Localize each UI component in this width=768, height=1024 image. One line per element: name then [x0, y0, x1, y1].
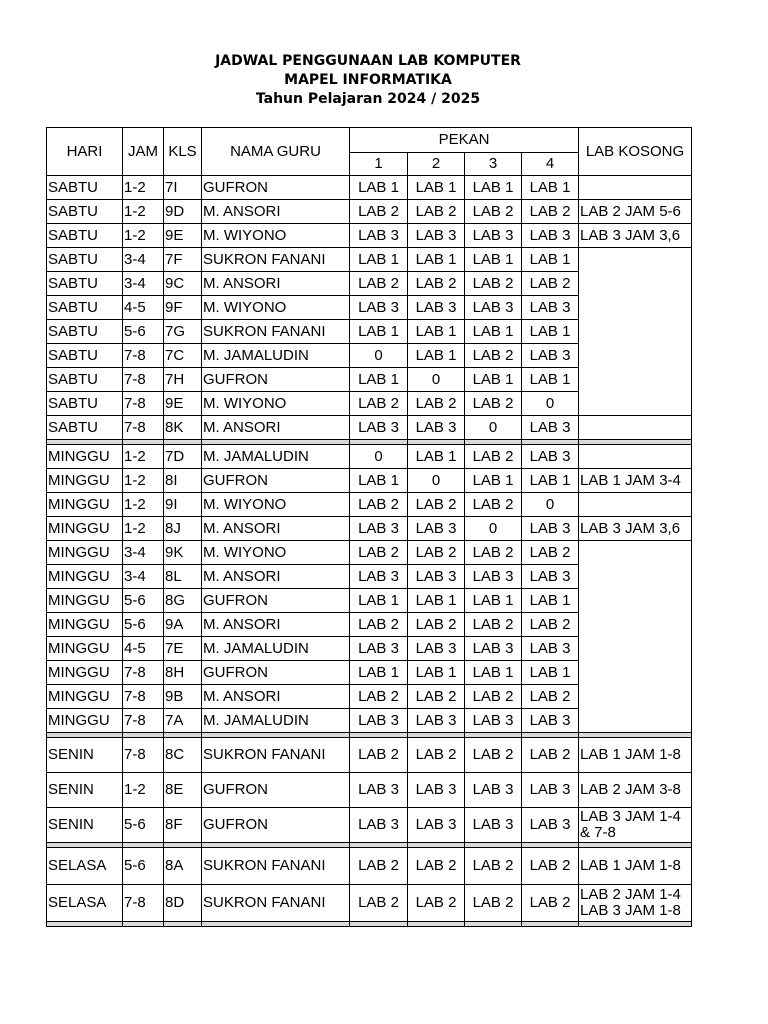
cell-week-2: LAB 2	[408, 885, 465, 922]
cell-lab-kosong	[579, 808, 692, 843]
cell-week-2: LAB 3	[408, 224, 465, 248]
cell-week-1: LAB 2	[350, 685, 408, 709]
cell-week-1: LAB 2	[350, 613, 408, 637]
header-week-1: 1	[350, 153, 408, 176]
cell-week-3: LAB 2	[465, 885, 522, 922]
cell-week-3: LAB 3	[465, 709, 522, 733]
cell-hari: MINGGU	[47, 613, 123, 637]
section-separator	[47, 922, 692, 927]
cell-guru: M. ANSORI	[202, 685, 350, 709]
cell-week-1: LAB 2	[350, 392, 408, 416]
cell-lab-kosong: LAB 2 JAM 5-6	[579, 200, 692, 224]
cell-guru: M. ANSORI	[202, 517, 350, 541]
cell-lab-kosong	[579, 445, 692, 469]
cell-week-4: LAB 1	[522, 176, 579, 200]
cell-jam: 7-8	[123, 392, 164, 416]
table-row	[47, 176, 692, 200]
cell-week-1: LAB 3	[350, 637, 408, 661]
cell-jam: 5-6	[123, 589, 164, 613]
cell-hari: MINGGU	[47, 517, 123, 541]
schedule-table	[46, 127, 692, 927]
cell-week-2: LAB 1	[408, 445, 465, 469]
table-row	[47, 738, 692, 773]
cell-week-1: LAB 1	[350, 661, 408, 685]
cell-week-1: LAB 1	[350, 248, 408, 272]
cell-week-3: LAB 2	[465, 738, 522, 773]
cell-kls: 8I	[164, 469, 202, 493]
cell-week-1: LAB 3	[350, 565, 408, 589]
table-row	[47, 773, 692, 808]
cell-jam: 1-2	[123, 493, 164, 517]
cell-week-3: 0	[465, 517, 522, 541]
cell-jam: 5-6	[123, 320, 164, 344]
cell-lab-kosong: LAB 3 JAM 3,6	[579, 224, 692, 248]
cell-week-2: LAB 2	[408, 848, 465, 885]
cell-jam: 7-8	[123, 709, 164, 733]
table-row	[47, 517, 692, 541]
cell-week-2: LAB 2	[408, 493, 465, 517]
cell-kls: 7C	[164, 344, 202, 368]
cell-kls: 8H	[164, 661, 202, 685]
cell-jam: 1-2	[123, 200, 164, 224]
cell-hari: SENIN	[47, 773, 123, 808]
cell-week-4: LAB 1	[522, 589, 579, 613]
cell-hari: SELASA	[47, 848, 123, 885]
cell-hari: MINGGU	[47, 493, 123, 517]
cell-week-4: 0	[522, 392, 579, 416]
cell-week-4: LAB 2	[522, 272, 579, 296]
cell-week-4: LAB 2	[522, 613, 579, 637]
cell-week-1: LAB 1	[350, 320, 408, 344]
cell-week-2: LAB 2	[408, 272, 465, 296]
cell-guru: GUFRON	[202, 368, 350, 392]
cell-lab-kosong-merged	[579, 248, 692, 416]
title-line-1: JADWAL PENGGUNAAN LAB KOMPUTER	[215, 53, 521, 69]
cell-kls: 7D	[164, 445, 202, 469]
cell-kls: 9E	[164, 224, 202, 248]
cell-lab-kosong	[579, 848, 692, 885]
cell-week-1: LAB 3	[350, 517, 408, 541]
cell-week-2: LAB 3	[408, 296, 465, 320]
cell-hari: SABTU	[47, 224, 123, 248]
header-week-3: 3	[465, 153, 522, 176]
table-row	[47, 885, 692, 922]
cell-jam: 7-8	[123, 416, 164, 440]
cell-week-3: LAB 2	[465, 613, 522, 637]
cell-week-4: 0	[522, 493, 579, 517]
cell-jam: 1-2	[123, 773, 164, 808]
cell-week-2: LAB 1	[408, 176, 465, 200]
cell-guru: GUFRON	[202, 176, 350, 200]
cell-hari: MINGGU	[47, 685, 123, 709]
cell-week-4: LAB 2	[522, 200, 579, 224]
cell-week-2: LAB 3	[408, 808, 465, 843]
header-kls: KLS	[164, 128, 202, 176]
cell-week-1: LAB 3	[350, 224, 408, 248]
cell-guru: SUKRON FANANI	[202, 738, 350, 773]
cell-week-4: LAB 2	[522, 885, 579, 922]
cell-week-4: LAB 3	[522, 224, 579, 248]
cell-week-2: LAB 3	[408, 416, 465, 440]
cell-kls: 8E	[164, 773, 202, 808]
lab-kosong-line-1: LAB 1 JAM 1-8	[580, 857, 681, 874]
cell-guru: SUKRON FANANI	[202, 248, 350, 272]
cell-jam: 3-4	[123, 541, 164, 565]
cell-guru: GUFRON	[202, 661, 350, 685]
table-row	[47, 469, 692, 493]
cell-week-1: LAB 3	[350, 709, 408, 733]
cell-guru: M. ANSORI	[202, 565, 350, 589]
cell-week-4: LAB 3	[522, 565, 579, 589]
cell-jam: 7-8	[123, 685, 164, 709]
cell-week-4: LAB 3	[522, 637, 579, 661]
cell-week-4: LAB 1	[522, 320, 579, 344]
cell-week-1: LAB 2	[350, 493, 408, 517]
cell-jam: 7-8	[123, 368, 164, 392]
cell-lab-kosong	[579, 885, 692, 922]
cell-week-1: LAB 3	[350, 808, 408, 843]
cell-kls: 8L	[164, 565, 202, 589]
cell-hari: MINGGU	[47, 709, 123, 733]
cell-week-3: LAB 1	[465, 176, 522, 200]
cell-guru: M. ANSORI	[202, 416, 350, 440]
header-lab-kosong: LAB KOSONG	[579, 128, 692, 176]
cell-hari: SABTU	[47, 248, 123, 272]
cell-kls: 9K	[164, 541, 202, 565]
cell-kls: 7E	[164, 637, 202, 661]
lab-kosong-line-2: LAB 3 JAM 1-8	[580, 902, 681, 919]
cell-guru: M. JAMALUDIN	[202, 344, 350, 368]
cell-kls: 9D	[164, 200, 202, 224]
cell-jam: 5-6	[123, 808, 164, 843]
cell-hari: SABTU	[47, 368, 123, 392]
cell-week-3: LAB 3	[465, 565, 522, 589]
header-week-4: 4	[522, 153, 579, 176]
cell-week-3: LAB 2	[465, 541, 522, 565]
cell-hari: SENIN	[47, 808, 123, 843]
cell-lab-kosong	[579, 773, 692, 808]
cell-lab-kosong	[579, 416, 692, 440]
cell-guru: M. WIYONO	[202, 541, 350, 565]
cell-week-2: 0	[408, 469, 465, 493]
cell-week-1: LAB 1	[350, 368, 408, 392]
cell-guru: M. ANSORI	[202, 200, 350, 224]
cell-hari: SABTU	[47, 416, 123, 440]
cell-hari: SABTU	[47, 272, 123, 296]
cell-week-1: LAB 1	[350, 589, 408, 613]
cell-week-3: LAB 1	[465, 469, 522, 493]
cell-jam: 1-2	[123, 517, 164, 541]
cell-week-3: LAB 2	[465, 392, 522, 416]
cell-hari: MINGGU	[47, 445, 123, 469]
cell-jam: 7-8	[123, 661, 164, 685]
table-row	[47, 445, 692, 469]
cell-guru: M. WIYONO	[202, 392, 350, 416]
cell-week-3: LAB 2	[465, 493, 522, 517]
lab-kosong-line-1: LAB 2 JAM 1-4	[580, 886, 681, 903]
cell-week-3: LAB 2	[465, 445, 522, 469]
cell-hari: SENIN	[47, 738, 123, 773]
cell-week-3: LAB 3	[465, 296, 522, 320]
cell-guru: M. WIYONO	[202, 224, 350, 248]
cell-lab-kosong: LAB 1 JAM 3-4	[579, 469, 692, 493]
cell-week-4: LAB 3	[522, 773, 579, 808]
cell-week-4: LAB 1	[522, 368, 579, 392]
cell-week-4: LAB 3	[522, 445, 579, 469]
cell-kls: 8G	[164, 589, 202, 613]
cell-guru: M. JAMALUDIN	[202, 709, 350, 733]
cell-jam: 1-2	[123, 469, 164, 493]
cell-kls: 8F	[164, 808, 202, 843]
cell-guru: M. JAMALUDIN	[202, 445, 350, 469]
cell-hari: SELASA	[47, 885, 123, 922]
cell-week-3: LAB 2	[465, 272, 522, 296]
cell-jam: 1-2	[123, 224, 164, 248]
cell-week-4: LAB 3	[522, 344, 579, 368]
cell-week-3: LAB 1	[465, 661, 522, 685]
cell-hari: MINGGU	[47, 565, 123, 589]
cell-guru: GUFRON	[202, 808, 350, 843]
table-row	[47, 416, 692, 440]
cell-kls: 7G	[164, 320, 202, 344]
title-line-2: MAPEL INFORMATIKA	[284, 72, 452, 88]
cell-week-2: LAB 2	[408, 738, 465, 773]
table-row	[47, 200, 692, 224]
lab-kosong-line-1: LAB 1 JAM 1-8	[580, 746, 681, 763]
cell-week-3: LAB 3	[465, 773, 522, 808]
cell-guru: M. JAMALUDIN	[202, 637, 350, 661]
cell-week-3: LAB 1	[465, 368, 522, 392]
cell-week-4: LAB 2	[522, 685, 579, 709]
cell-guru: GUFRON	[202, 469, 350, 493]
cell-jam: 5-6	[123, 613, 164, 637]
cell-week-2: LAB 1	[408, 589, 465, 613]
cell-hari: SABTU	[47, 176, 123, 200]
cell-hari: MINGGU	[47, 541, 123, 565]
cell-week-1: LAB 1	[350, 469, 408, 493]
cell-week-2: LAB 2	[408, 541, 465, 565]
cell-week-2: LAB 3	[408, 517, 465, 541]
cell-guru: M. ANSORI	[202, 613, 350, 637]
header-pekan: PEKAN	[350, 128, 579, 153]
cell-week-4: LAB 3	[522, 517, 579, 541]
cell-jam: 4-5	[123, 637, 164, 661]
cell-jam: 7-8	[123, 344, 164, 368]
cell-week-2: LAB 2	[408, 685, 465, 709]
cell-guru: SUKRON FANANI	[202, 848, 350, 885]
cell-week-2: LAB 2	[408, 613, 465, 637]
cell-jam: 7-8	[123, 738, 164, 773]
cell-kls: 7A	[164, 709, 202, 733]
cell-guru: M. WIYONO	[202, 493, 350, 517]
cell-kls: 9A	[164, 613, 202, 637]
cell-kls: 7H	[164, 368, 202, 392]
cell-week-4: LAB 1	[522, 661, 579, 685]
cell-week-2: LAB 3	[408, 709, 465, 733]
table-row	[47, 224, 692, 248]
table-row	[47, 848, 692, 885]
cell-hari: MINGGU	[47, 661, 123, 685]
cell-week-4: LAB 2	[522, 738, 579, 773]
cell-week-1: LAB 2	[350, 272, 408, 296]
cell-hari: SABTU	[47, 296, 123, 320]
cell-lab-kosong: LAB 3 JAM 3,6	[579, 517, 692, 541]
cell-week-3: LAB 3	[465, 637, 522, 661]
cell-week-4: LAB 1	[522, 469, 579, 493]
cell-week-2: LAB 1	[408, 320, 465, 344]
cell-guru: SUKRON FANANI	[202, 320, 350, 344]
cell-guru: M. WIYONO	[202, 296, 350, 320]
cell-kls: 8C	[164, 738, 202, 773]
cell-kls: 9C	[164, 272, 202, 296]
cell-week-4: LAB 3	[522, 709, 579, 733]
cell-week-2: LAB 2	[408, 200, 465, 224]
cell-week-3: LAB 2	[465, 848, 522, 885]
cell-week-3: LAB 1	[465, 248, 522, 272]
table-row	[47, 541, 692, 565]
cell-week-1: LAB 2	[350, 885, 408, 922]
cell-week-2: LAB 3	[408, 637, 465, 661]
cell-kls: 7F	[164, 248, 202, 272]
cell-week-3: LAB 1	[465, 320, 522, 344]
header-hari: HARI	[47, 128, 123, 176]
cell-week-1: LAB 2	[350, 541, 408, 565]
lab-kosong-line-1: LAB 2 JAM 3-8	[580, 781, 681, 798]
cell-week-1: LAB 2	[350, 848, 408, 885]
cell-jam: 1-2	[123, 176, 164, 200]
table-row	[47, 248, 692, 272]
cell-week-2: LAB 1	[408, 248, 465, 272]
cell-kls: 9E	[164, 392, 202, 416]
header-jam: JAM	[123, 128, 164, 176]
cell-week-4: LAB 3	[522, 808, 579, 843]
cell-kls: 9I	[164, 493, 202, 517]
table-row	[47, 808, 692, 843]
cell-week-4: LAB 2	[522, 848, 579, 885]
cell-lab-kosong-merged	[579, 541, 692, 733]
cell-guru: GUFRON	[202, 773, 350, 808]
cell-hari: MINGGU	[47, 637, 123, 661]
cell-kls: 9F	[164, 296, 202, 320]
lab-kosong-line-1: LAB 3 JAM 1-4	[580, 808, 681, 825]
cell-week-1: 0	[350, 445, 408, 469]
cell-lab-kosong	[579, 738, 692, 773]
cell-week-1: 0	[350, 344, 408, 368]
cell-week-1: LAB 3	[350, 416, 408, 440]
cell-jam: 1-2	[123, 445, 164, 469]
cell-week-3: LAB 3	[465, 808, 522, 843]
cell-week-2: LAB 3	[408, 773, 465, 808]
cell-week-2: LAB 3	[408, 565, 465, 589]
cell-guru: M. ANSORI	[202, 272, 350, 296]
cell-week-1: LAB 1	[350, 176, 408, 200]
cell-week-3: LAB 2	[465, 344, 522, 368]
cell-week-2: LAB 2	[408, 392, 465, 416]
cell-kls: 8K	[164, 416, 202, 440]
cell-week-4: LAB 1	[522, 248, 579, 272]
cell-week-3: LAB 2	[465, 685, 522, 709]
cell-hari: MINGGU	[47, 469, 123, 493]
cell-week-1: LAB 2	[350, 200, 408, 224]
cell-kls: 8D	[164, 885, 202, 922]
header-week-2: 2	[408, 153, 465, 176]
cell-jam: 4-5	[123, 296, 164, 320]
cell-week-4: LAB 3	[522, 416, 579, 440]
title-line-3: Tahun Pelajaran 2024 / 2025	[255, 91, 481, 107]
cell-guru: SUKRON FANANI	[202, 885, 350, 922]
cell-week-1: LAB 3	[350, 296, 408, 320]
cell-week-2: LAB 1	[408, 344, 465, 368]
cell-week-1: LAB 2	[350, 738, 408, 773]
cell-week-3: LAB 2	[465, 200, 522, 224]
header-row	[47, 128, 692, 153]
cell-guru: GUFRON	[202, 589, 350, 613]
cell-kls: 8A	[164, 848, 202, 885]
cell-week-4: LAB 3	[522, 296, 579, 320]
document-title	[0, 52, 736, 109]
cell-week-2: LAB 1	[408, 661, 465, 685]
cell-jam: 5-6	[123, 848, 164, 885]
cell-hari: SABTU	[47, 320, 123, 344]
cell-hari: SABTU	[47, 200, 123, 224]
lab-kosong-line-2: & 7-8	[580, 824, 616, 841]
cell-jam: 3-4	[123, 248, 164, 272]
cell-lab-kosong	[579, 176, 692, 200]
header-nama-guru: NAMA GURU	[202, 128, 350, 176]
cell-hari: SABTU	[47, 392, 123, 416]
cell-week-3: LAB 1	[465, 589, 522, 613]
cell-jam: 3-4	[123, 565, 164, 589]
cell-week-3: LAB 3	[465, 224, 522, 248]
cell-week-2: 0	[408, 368, 465, 392]
cell-hari: MINGGU	[47, 589, 123, 613]
cell-kls: 8J	[164, 517, 202, 541]
cell-jam: 7-8	[123, 885, 164, 922]
cell-kls: 7I	[164, 176, 202, 200]
cell-lab-kosong	[579, 493, 692, 517]
cell-week-4: LAB 2	[522, 541, 579, 565]
table-row	[47, 493, 692, 517]
cell-kls: 9B	[164, 685, 202, 709]
cell-hari: SABTU	[47, 344, 123, 368]
cell-jam: 3-4	[123, 272, 164, 296]
cell-week-1: LAB 3	[350, 773, 408, 808]
cell-week-3: 0	[465, 416, 522, 440]
